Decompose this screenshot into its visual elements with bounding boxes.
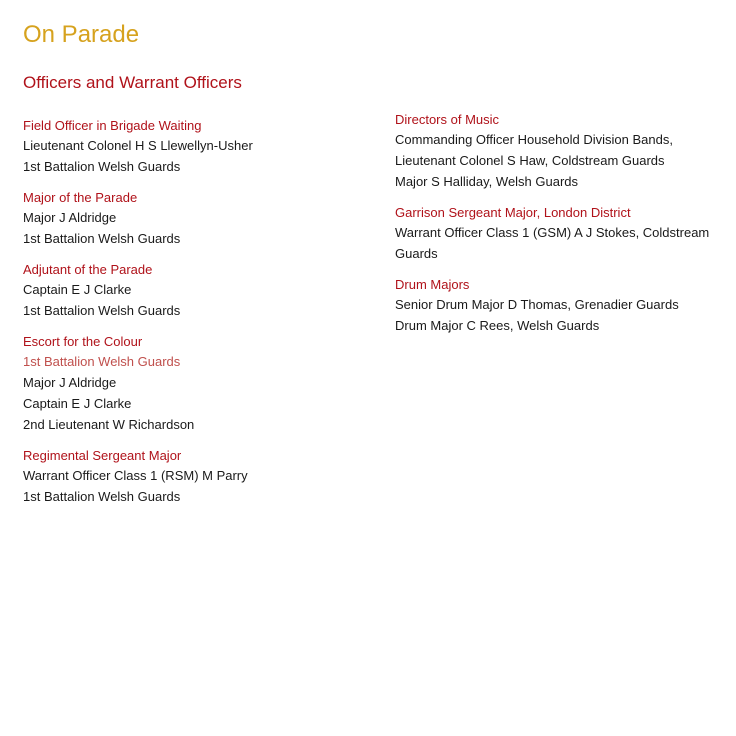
field-officer-block bbox=[23, 117, 363, 177]
drum-major-name: Drum Major C Rees, Welsh Guards bbox=[395, 318, 600, 333]
major-of-parade-block bbox=[23, 189, 363, 249]
adjutant-heading: Adjutant of the Parade bbox=[23, 262, 153, 277]
directors-block bbox=[395, 111, 735, 192]
garrison-sm-block bbox=[395, 204, 735, 264]
directors-line: Major S Halliday, Welsh Guards bbox=[395, 174, 579, 189]
directors-line: Lieutenant Colonel S Haw, Coldstream Guards bbox=[395, 153, 665, 168]
rsm-name: Warrant Officer Class 1 (RSM) M Parry bbox=[23, 468, 248, 483]
escort-member: Captain E J Clarke bbox=[23, 396, 132, 411]
escort-unit: 1st Battalion Welsh Guards bbox=[23, 354, 181, 369]
adjutant-block bbox=[23, 261, 363, 321]
directors-heading: Directors of Music bbox=[395, 112, 500, 127]
field-officer-name: Lieutenant Colonel H S Llewellyn-Usher bbox=[23, 138, 253, 153]
field-officer-unit: 1st Battalion Welsh Guards bbox=[23, 159, 181, 174]
drum-majors-block bbox=[395, 276, 735, 336]
rsm-heading: Regimental Sergeant Major bbox=[23, 448, 182, 463]
right-column bbox=[395, 111, 735, 348]
drum-major-name: Senior Drum Major D Thomas, Grenadier Guards bbox=[395, 297, 679, 312]
rsm-unit: 1st Battalion Welsh Guards bbox=[23, 489, 181, 504]
field-officer-heading: Field Officer in Brigade Waiting bbox=[23, 118, 202, 133]
left-column bbox=[23, 117, 363, 519]
section-title: Officers and Warrant Officers bbox=[23, 73, 242, 92]
page-title: On Parade bbox=[23, 21, 140, 48]
major-of-parade-heading: Major of the Parade bbox=[23, 190, 138, 205]
directors-line: Commanding Officer Household Division Bands, bbox=[395, 132, 673, 147]
escort-member: 2nd Lieutenant W Richardson bbox=[23, 417, 195, 432]
drum-majors-heading: Drum Majors bbox=[395, 277, 470, 292]
escort-member: Major J Aldridge bbox=[23, 375, 117, 390]
adjutant-unit: 1st Battalion Welsh Guards bbox=[23, 303, 181, 318]
major-of-parade-unit: 1st Battalion Welsh Guards bbox=[23, 231, 181, 246]
escort-heading: Escort for the Colour bbox=[23, 334, 143, 349]
adjutant-name: Captain E J Clarke bbox=[23, 282, 132, 297]
rsm-block bbox=[23, 447, 363, 507]
garrison-sm-name: Warrant Officer Class 1 (GSM) A J Stokes, Coldstream Guards bbox=[395, 225, 710, 261]
escort-block bbox=[23, 333, 363, 435]
major-of-parade-name: Major J Aldridge bbox=[23, 210, 117, 225]
garrison-sm-heading: Garrison Sergeant Major, London District bbox=[395, 205, 631, 220]
